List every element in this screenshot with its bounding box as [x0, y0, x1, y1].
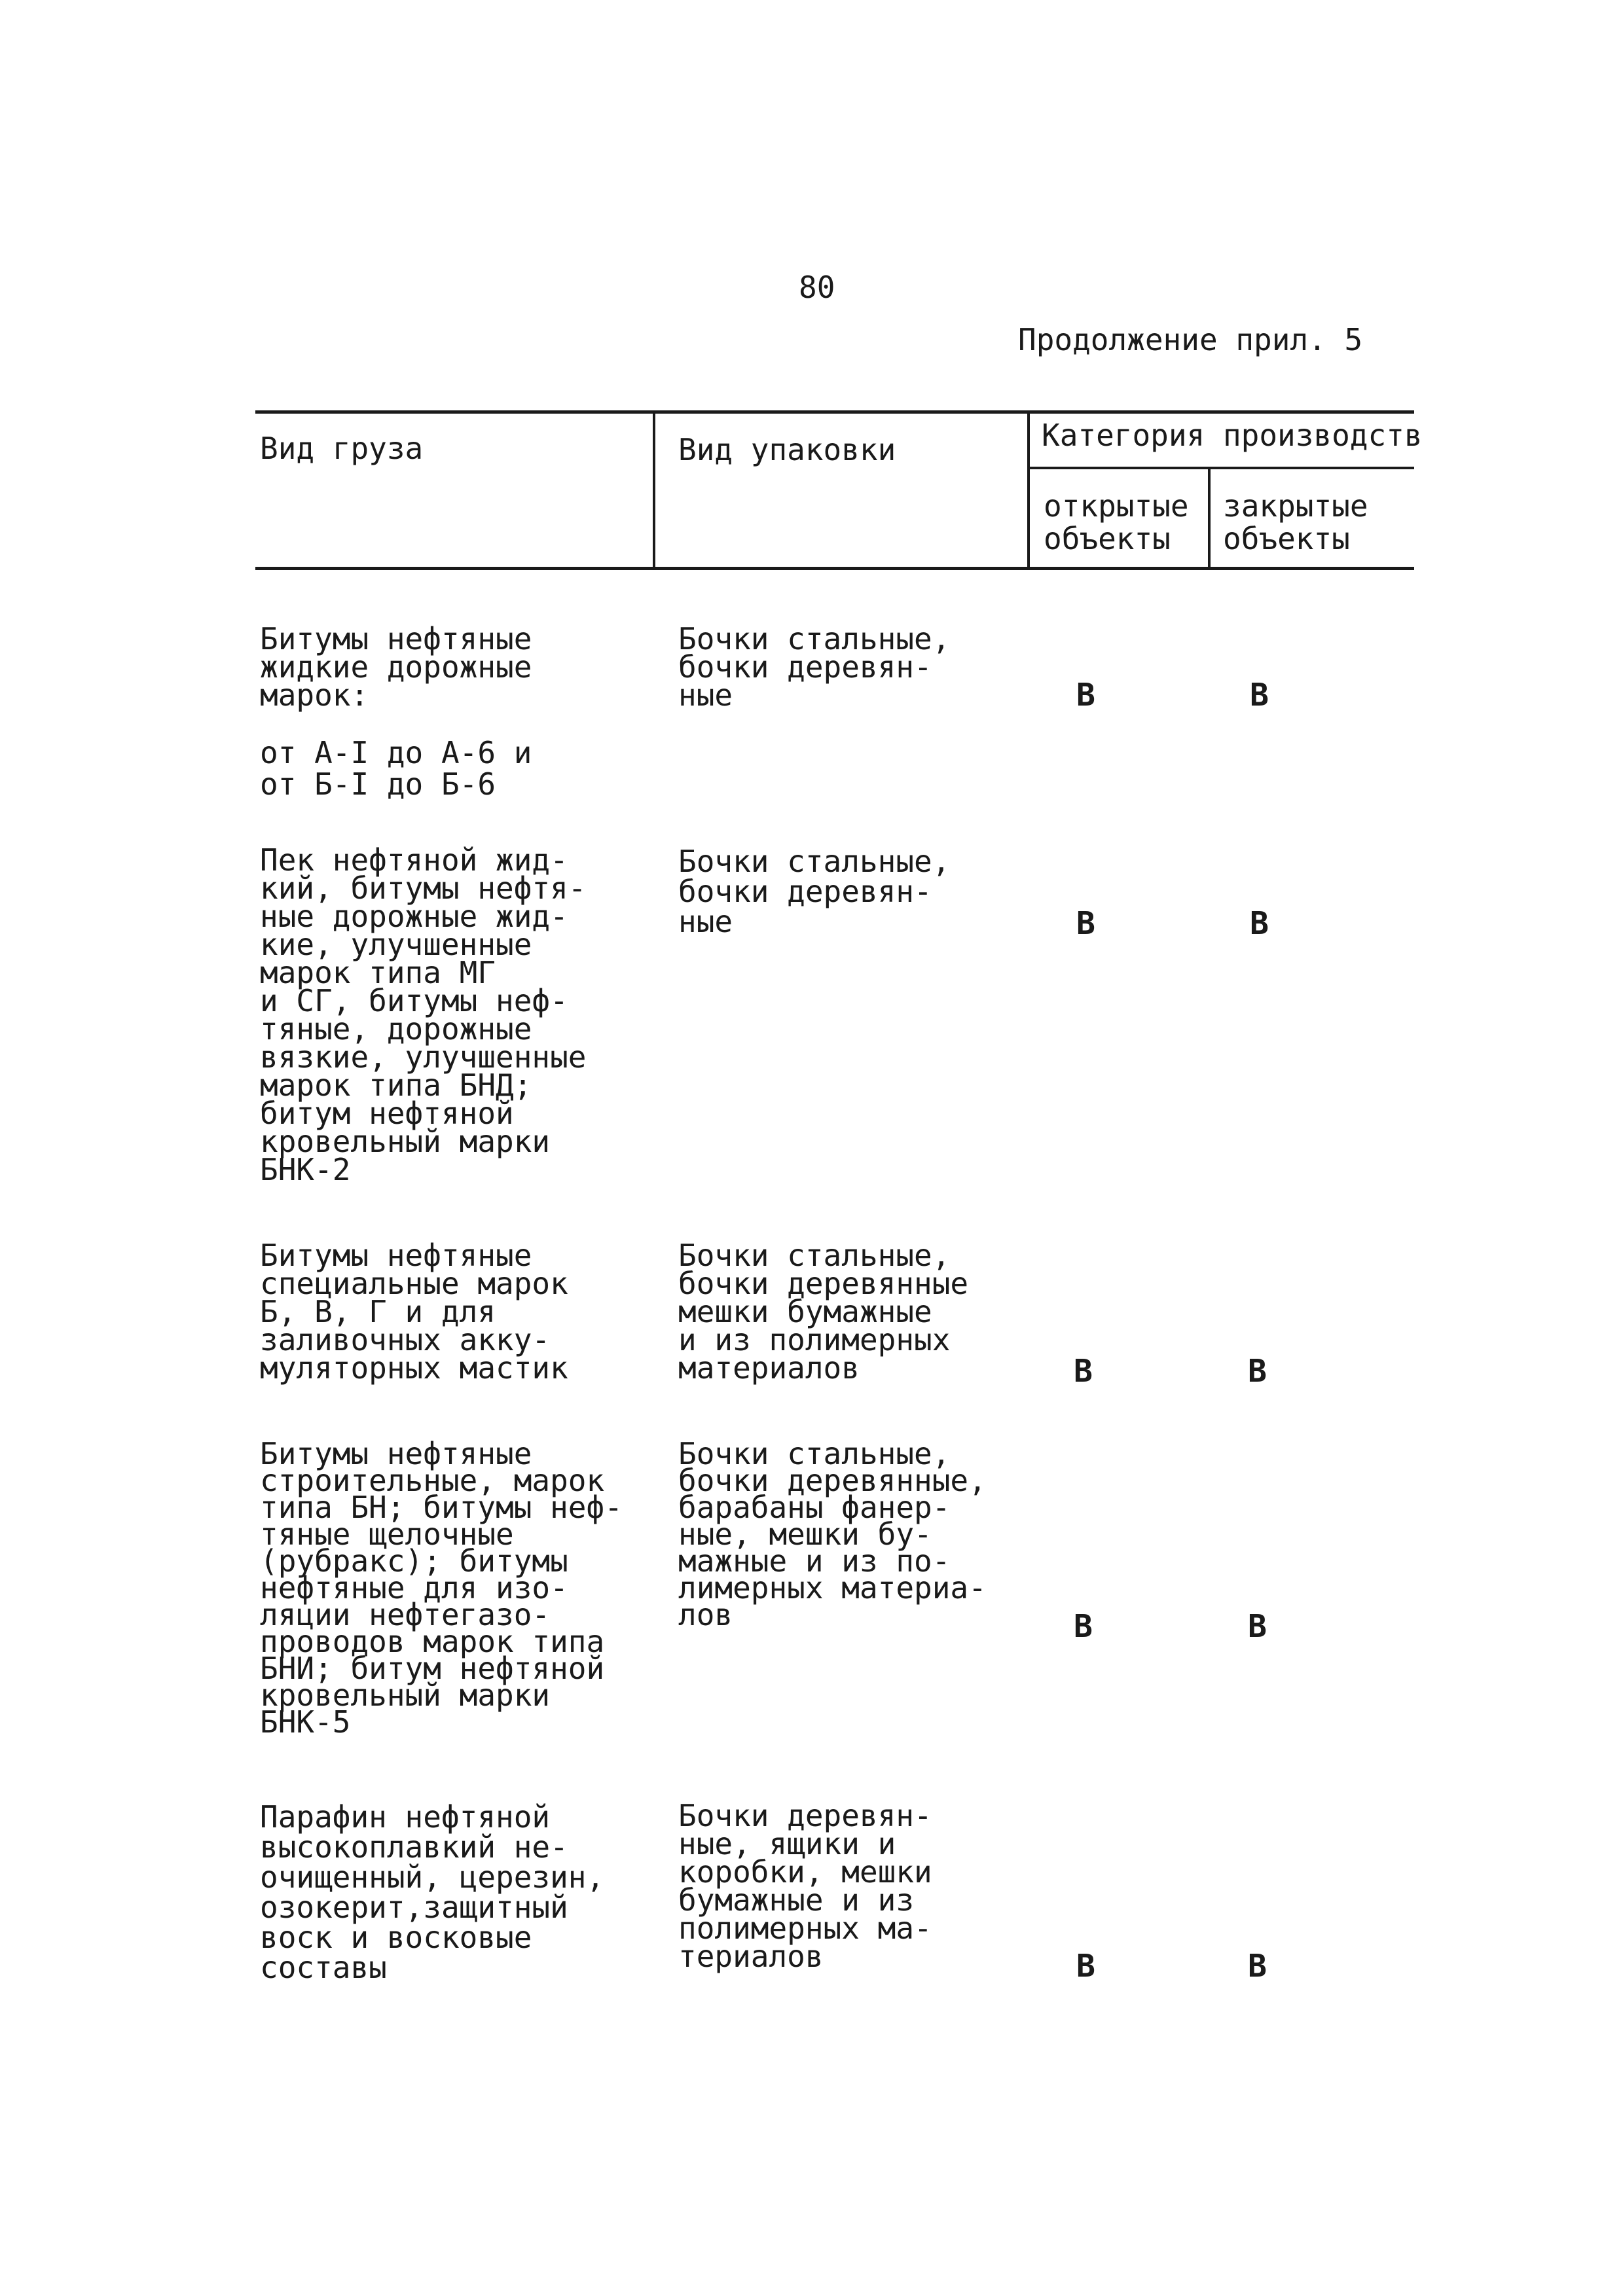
row-3-cargo: Битумы нефтяные специальные марок Б, В, Г и для заливочных акку- муляторных мастик: [260, 1238, 568, 1386]
header-cargo: Вид груза: [260, 431, 424, 466]
row-2-cargo: Пек нефтяной жид- кий, битумы нефтя- ные дорожные жид- кие, улучшенные марок типа МГ и СГ, битумы неф- тяные, дорожные вязкие, улучшенные марок типа БНД; битум нефтяной кровельный марки БНК-2: [260, 842, 587, 1187]
row-2-closed-category: В: [1250, 905, 1269, 942]
row-1-closed-category: В: [1250, 677, 1269, 713]
row-3-closed-category: В: [1248, 1353, 1267, 1390]
row-4-open-category: В: [1074, 1608, 1093, 1645]
row-5-open-category: В: [1076, 1948, 1095, 1984]
row-1-packaging: Бочки стальные, бочки деревян- ные: [678, 621, 951, 713]
table-top-rule: [255, 410, 1414, 414]
header-category: Категория производств: [1042, 418, 1423, 453]
col-divider-1: [653, 412, 655, 569]
row-3-open-category: В: [1074, 1353, 1093, 1390]
row-5-packaging: Бочки деревян- ные, ящики и коробки, мешки бумажные и из полимерных ма- териалов: [678, 1798, 932, 1974]
category-divider-rule: [1029, 467, 1414, 469]
row-3-packaging: Бочки стальные, бочки деревянные мешки бумажные и из полимерных материалов: [678, 1238, 969, 1386]
row-4-cargo: Битумы нефтяные строительные, марок типа БН; битумы неф- тяные щелочные (рубракс); битумы нефтяные для изо- ляции нефтегазо- проводов марок типа БНИ; битум нефтяной кровельный марки БНК-5: [260, 1436, 623, 1740]
header-open-objects: открытые объекты: [1044, 488, 1189, 556]
header-bottom-rule: [255, 567, 1414, 570]
continuation-label: Продолжение прил. 5: [1018, 322, 1363, 357]
row-1-cargo: Битумы нефтяные жидкие дорожные марок:: [260, 621, 532, 713]
col-divider-2: [1027, 412, 1030, 569]
row-2-open-category: В: [1076, 905, 1095, 942]
row-4-closed-category: В: [1248, 1608, 1267, 1645]
page-number: 80: [799, 270, 835, 305]
row-4-packaging: Бочки стальные, бочки деревянные, барабаны фанер- ные, мешки бу- мажные и из по- лимерных материа- лов: [678, 1436, 987, 1632]
row-5-closed-category: В: [1248, 1948, 1267, 1984]
row-1-open-category: В: [1076, 677, 1095, 713]
header-closed-objects: закрытые объекты: [1223, 488, 1368, 556]
col-divider-3: [1208, 468, 1211, 569]
row-2-packaging: Бочки стальные, бочки деревян- ные: [678, 844, 951, 939]
row-1-cargo-grades: от А-I до А-6 и от Б-I до Б-6: [260, 735, 532, 802]
row-5-cargo: Парафин нефтяной высокоплавкий не- очищенный, церезин, озокерит,защитный воск и восковые составы: [260, 1799, 605, 1985]
header-packaging: Вид упаковки: [678, 432, 896, 467]
